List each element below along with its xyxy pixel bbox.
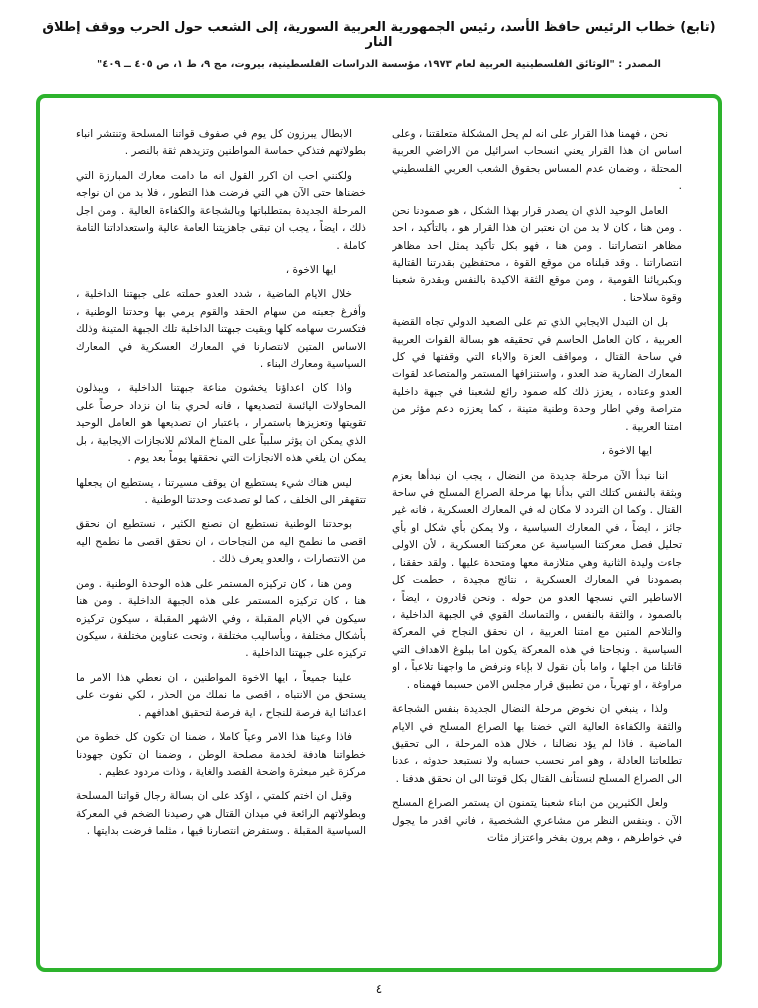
paragraph: ايها الاخوة ، (601, 445, 652, 458)
paragraph: الابطال يبرزون كل يوم في صفوف قواتنا المسلحة وتنتشر انباء بطولاتهم فتذكي حماسة المواطنين وتزيدهم ثقة بالنصر . (76, 128, 366, 158)
paragraph: ايها الاخوة ، (285, 263, 336, 276)
paragraph: ومن هنا ، كان تركيزه المستمر على هذه الوحدة الوطنية . ومن هنا ، كان تركيزه المستمر على هذه الجبهة الداخلية . ومن هنا سيكون في الايام المقبلة ، وفي الاشهر المقبلة ، سيكون تركيزه بأشكال مختلفة ، وبأساليب مختلفة ، وتحت عناوين مختلفة ، سيكون تركيزه على جبهتنا الداخلية . (76, 577, 366, 660)
text-columns (40, 98, 718, 968)
paragraph: العامل الوحيد الذي ان يصدر قرار بهذا الشكل ، هو صمودنا نحن . ومن هنا ، كان لا بد من ان نعتبر ان هذا القرار هو ، بالتأكيد ، احد مظاهر انتصاراتنا . ومن هنا ، فهو بكل تأكيد يمثل احد مظاهر انتصاراتنا . وقد قبلناه من موقع القوة ، محتفظين بقدرتنا القتالية وبكبريائنا القومية ، ومن موقع الثقة الاكيدة بالنفس وبقدرة شعبنا وقوة سلاحنا . (392, 204, 682, 304)
green-frame (36, 94, 722, 972)
paragraph: خلال الايام الماضية ، شدد العدو حملته على جبهتنا الداخلية ، وأفرغ جعبته من سهام الحقد والقوم يرمي بها وحدتنا الوطنية ، فتكسرت سهامه كلها وبقيت جبهتنا الداخلية تلك الجبهة المتينة وذلك الاساس المتين لانتصارنا في المعارك العسكرية في المعارك السياسية ومعارك البناء . (76, 288, 366, 371)
paragraph: بل ان التبدل الايجابي الذي تم على الصعيد الدولي تجاه القضية العربية ، كان العامل الحاسم في تحقيقه هو بسالة القوات العربية في ساحة القتال ، ومواقف العزة والاباء التي وقفتها في كل المعارك الضارية ضد العدو ، واستنزافها المستمر والمتصاعد لقوات العدو وعتاده ، يعزز ذلك كله صمود رائع لشعبنا في جبهة داخلية متراصة وفي اطار وحدة وطنية متينة ، كما يعززه دعم مؤثر من امتنا العربية . (392, 316, 682, 433)
page-number: ٤ (375, 982, 383, 996)
paragraph: ليس هناك شيء يستطيع ان يوقف مسيرتنا ، يستطيع ان يجعلها تتقهقر الى الخلف ، كما لو تصدعت وحدتنا الوطنية . (76, 476, 366, 507)
document-source: المصدر : "الوثائق الفلسطينية العربية لعام ١٩٧٣، مؤسسة الدراسات الفلسطينية، بيروت، مج ٩، ط ١، ص ٤٠٥ ــ ٤٠٩" (97, 59, 661, 70)
paragraph: ولذا ، ينبغي ان نخوض مرحلة النضال الجديدة بنفس الشجاعة والثقة والكفاءة العالية التي خضنا بها الصراع المسلح في الايام الماضية . فاذا لم يؤد نضالنا ، خلال هذه المرحلة ، الى تحقيق تطلعاتنا العادلة ، وهو امر نحسب حسابه ولا نستبعد حدوثه ، عدنا الى الصراع المسلح لنستأنف القتال بكل قوتنا الى ان نحقق هدفنا . (392, 703, 682, 785)
document-title: (تابع) خطاب الرئيس حافظ الأسد، رئيس الجمهورية العربية السورية، إلى الشعب حول الحرب ووقف إطلاق النار (42, 20, 716, 50)
paragraph: فاذا وعينا هذا الامر وعياً كاملا ، ضمنا ان تكون كل خطوة من خطواتنا هادفة لخدمة مصلحة الوطن ، وضمنا ان تكون جهودنا مركزة غير مبعثرة واضحة القصد والغاية ، وذات مردود عظيم . (76, 731, 366, 778)
document-header (0, 0, 758, 70)
paragraph: اننا نبدأ الآن مرحلة جديدة من النضال ، يجب ان نبدأها بعزم وبثقة بالنفس كتلك التي بدأنا بها مرحلة الصراع المسلح في ساحة القتال . وكما ان التردد لا مكان له في المعارك العسكرية ، فانه غير جائز ، ايضاً ، في المعارك السياسية ، ولا يمكن بأي شكل او بأي تحليل فصل معركتنا السياسية عن معركتنا العسكرية ، لأن الاولى جاءت وليدة الثانية وهي متلازمة معها ومتحدة عليها . ولقد حققنا ، بصمودنا في المعارك العسكرية ، نتائج مجيدة ، حطمت كل الاساطير التي نسجها العدو من حوله . ونحن قادرون ، ايضاً ، بالصمود ، والثقة بالنفس ، والتماسك القوي في الجبهة الداخلية ، والتلاحم المتين مع امتنا العربية ، ان نحقق النجاح في المعركة السياسية . ونجاحنا في هذه المعركة يكون اما ببلوغ الاهداف التي قاتلنا من اجلها ، واما بأن نقول لا بإباء ونرفض ما واجهنا تلاعباً ، او مراوغة ، او تهرباً ، من تطبيق قرار مجلس الامن حسبما فهمناه . (392, 469, 682, 691)
paragraph: واذا كان اعداؤنا يخشون مناعة جبهتنا الداخلية ، ويبذلون المحاولات اليائسة لتصديعها ، فانه لحري بنا ان نزداد حرصاً على تقويتها وتعزيزها باستمرار ، باعتبار ان تصديعها هو العامل الوحيد الذي يمكن ان يؤثر سلبياً على المناخ الملائم للانجازات الايجابية ، بل يمكن ان يلغي هذه الانجازات التي نحققها يوماً بعد يوم . (76, 382, 366, 465)
paragraph: ولعل الكثيرين من ابناء شعبنا يتمنون ان يستمر الصراع المسلح الآن . وبنفس النظر من مشاعري الشخصية ، فاني اقدر ما يجول في خواطرهم ، وهم يرون بفخر واعتزاز مئات (392, 797, 682, 845)
paragraph: ولكنني احب ان اكرر القول انه ما دامت معارك المبارزة التي خضناها حتى الآن هي التي فرضت هذا التطور ، فلا بد من ان نواجه المرحلة الجديدة بمتطلباتها وبالشجاعة والكفاءة العالية . ومن اجل ذلك ، ايضاً ، يجب ان تبقى جاهزيتنا العامة عالية واستعداداتنا التامة كاملة . (76, 169, 366, 252)
paragraph: علينا جميعاً ، ايها الاخوة المواطنين ، ان نعطي هذا الامر ما يستحق من الانتباه ، اقصى ما نملك من الحذر ، لكي نفوت على اعدائنا اية فرصة للنجاح ، اية فرصة لتحقيق اهدافهم . (76, 671, 366, 719)
paragraph: بوحدتنا الوطنية نستطيع ان نصنع الكثير ، نستطيع ان نحقق اقصى ما نطمح اليه من النجاحات ، ان نحقق اقصى ما نطمح اليه من الانتصارات ، والعدو يعرف ذلك . (76, 518, 366, 566)
paragraph: وقبل ان اختم كلمتي ، اؤكد على ان بسالة رجال قواتنا المسلحة وبطولاتهم الرائعة في ميدان القتال هي رصيدنا الضخم في المعركة السياسية المقبلة . وستفرض انتصارنا فيها ، مثلما فرضت بدايتها . (76, 790, 366, 838)
text-column-right (392, 126, 682, 944)
paragraph: نحن ، فهمنا هذا القرار على انه لم يحل المشكلة متعلقتنا ، وعلى اساس ان هذا القرار يعني انسحاب اسرائيل من الاراضي العربية المحتلة ، وضمان عدم المساس بحقوق الشعب العربي الفلسطيني . (392, 128, 682, 193)
text-column-left (76, 126, 366, 944)
